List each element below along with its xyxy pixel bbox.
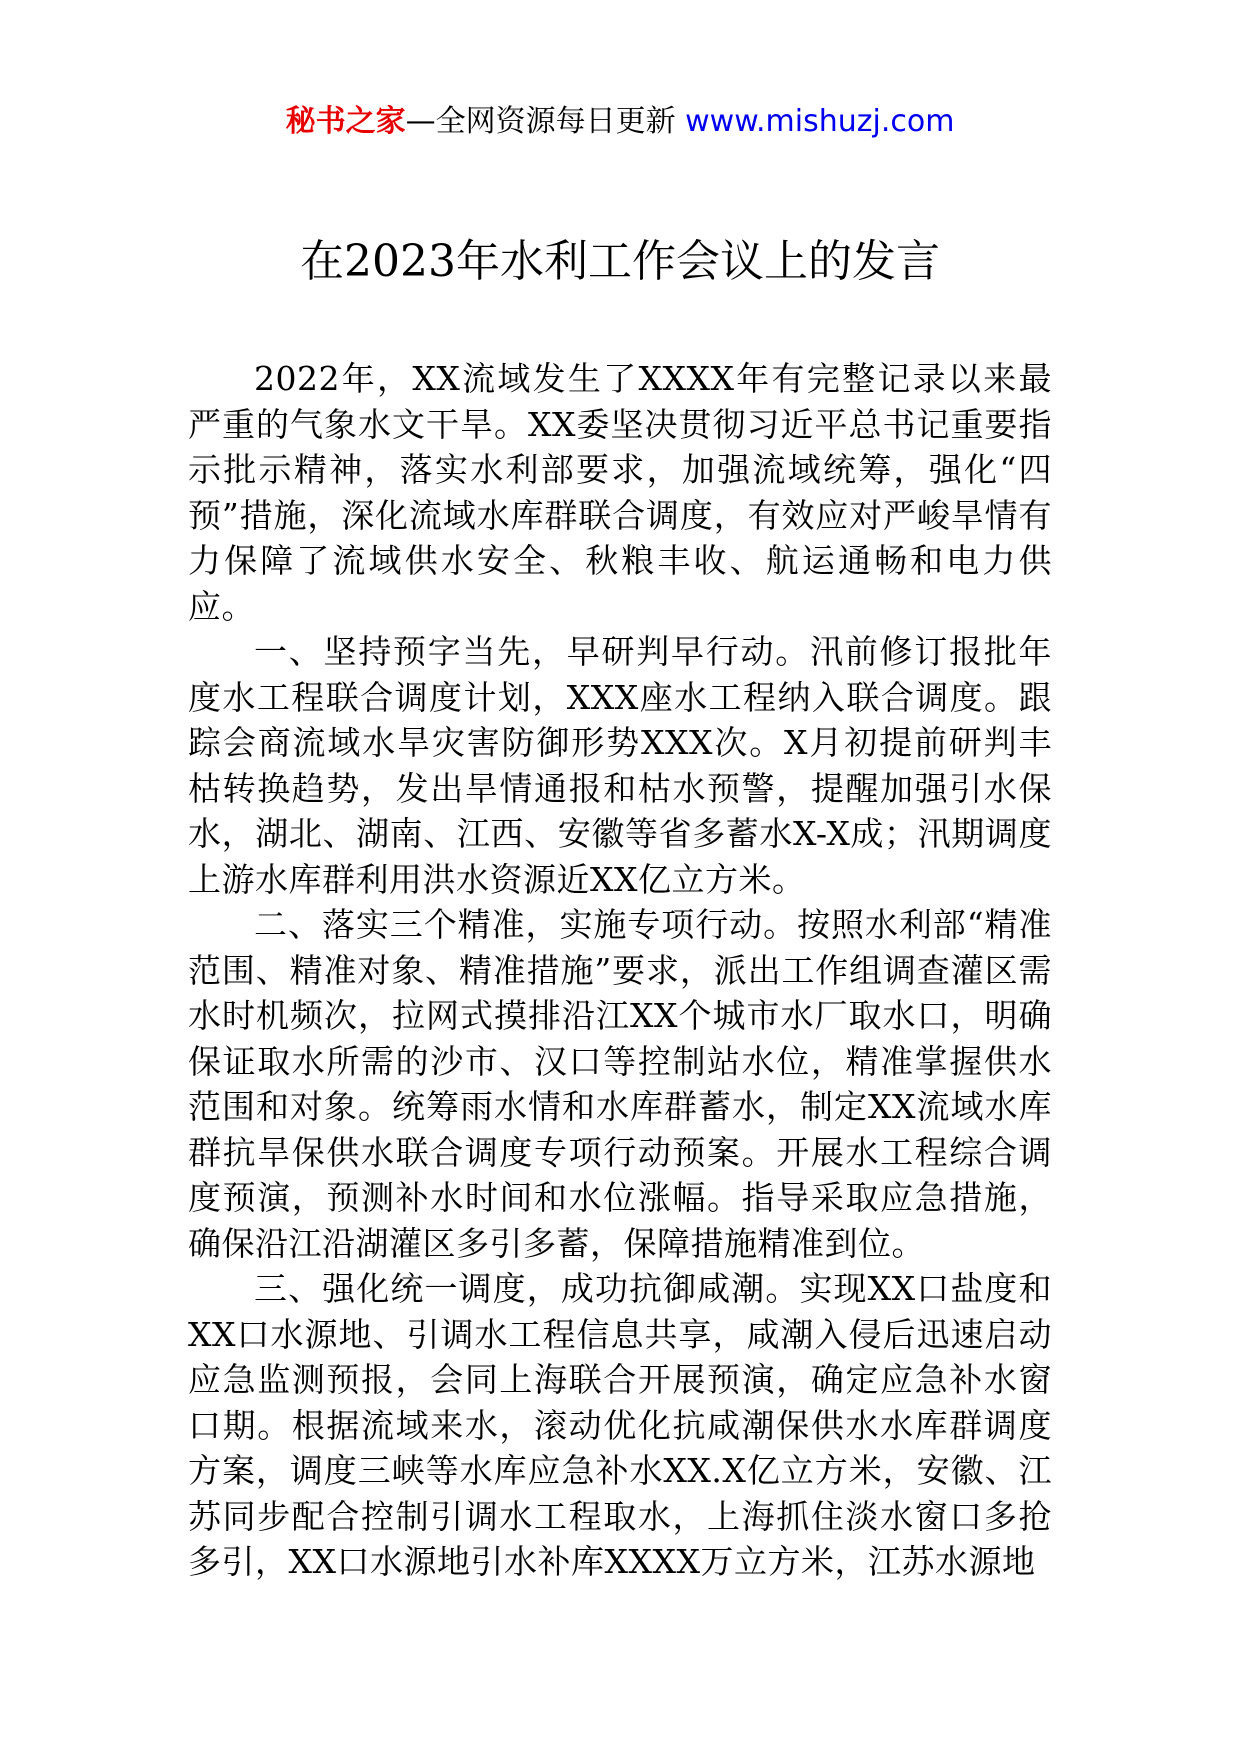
site-url-link[interactable]: www.mishuzj.com <box>685 104 955 139</box>
paragraph-section-3 <box>188 1266 1052 1585</box>
brand-name: 秘书之家 <box>285 104 406 139</box>
section-heading: 二、落实三个精准，实施专项行动。 <box>254 905 798 944</box>
document-body <box>188 356 1052 1585</box>
paragraph-text: 汛前修订报批年度水工程联合调度计划，XXX座水工程纳入联合调度。跟踪会商流域水旱灾害防御形势XXX次。X月初提前研判丰枯转换趋势，发出旱情通报和枯水预警，提醒加强引水保水，湖北、湖南、江西、安徽等省多蓄水X-X成；汛期调度上游水库群利用洪水资源近XX亿立方米。 <box>188 632 1052 899</box>
paragraph-text: 2022年，XX流域发生了XXXX年有完整记录以来最严重的气象水文干旱。XX委坚决贯彻习近平总书记重要指示批示精神，落实水利部要求，加强流域统筹，强化“四预”措施，深化流域水库群联合调度，有效应对严峻旱情有力保障了流域供水安全、秋粮丰收、航运通畅和电力供应。 <box>188 359 1052 626</box>
paragraph-section-2 <box>188 902 1052 1266</box>
paragraph-section-1 <box>188 629 1052 902</box>
section-heading: 三、强化统一调度，成功抗御咸潮。 <box>254 1269 800 1308</box>
paragraph-text: 实现XX口盐度和XX口水源地、引调水工程信息共享，咸潮入侵后迅速启动应急监测预报，会同上海联合开展预演，确定应急补水窗口期。根据流域来水，滚动优化抗咸潮保供水水库群调度方案，调度三峡等水库应急补水XX.X亿立方米，安徽、江苏同步配合控制引调水工程取水，上海抓住淡水窗口多抢多引，XX口水源地引水补库XXXX万立方米，江苏水源地 <box>188 1269 1053 1581</box>
site-tagline: —全网资源每日更新 <box>405 104 686 139</box>
paragraph-text: 按照水利部“精准范围、精准对象、精准措施”要求，派出工作组调查灌区需水时机频次，拉网式摸排沿江XX个城市水厂取水口，明确保证取水所需的沙市、汉口等控制站水位，精准掌握供水范围和对象。统筹雨水情和水库群蓄水，制定XX流域水库群抗旱保供水联合调度专项行动预案。开展水工程综合调度预演，预测补水时间和水位涨幅。指导采取应急措施，确保沿江沿湖灌区多引多蓄，保障措施精准到位。 <box>188 905 1052 1263</box>
document-title: 在2023年水利工作会议上的发言 <box>300 236 940 287</box>
site-header <box>0 100 1240 144</box>
paragraph-intro <box>188 356 1052 629</box>
section-heading: 一、坚持预字当先，早研判早行动。 <box>254 632 810 671</box>
